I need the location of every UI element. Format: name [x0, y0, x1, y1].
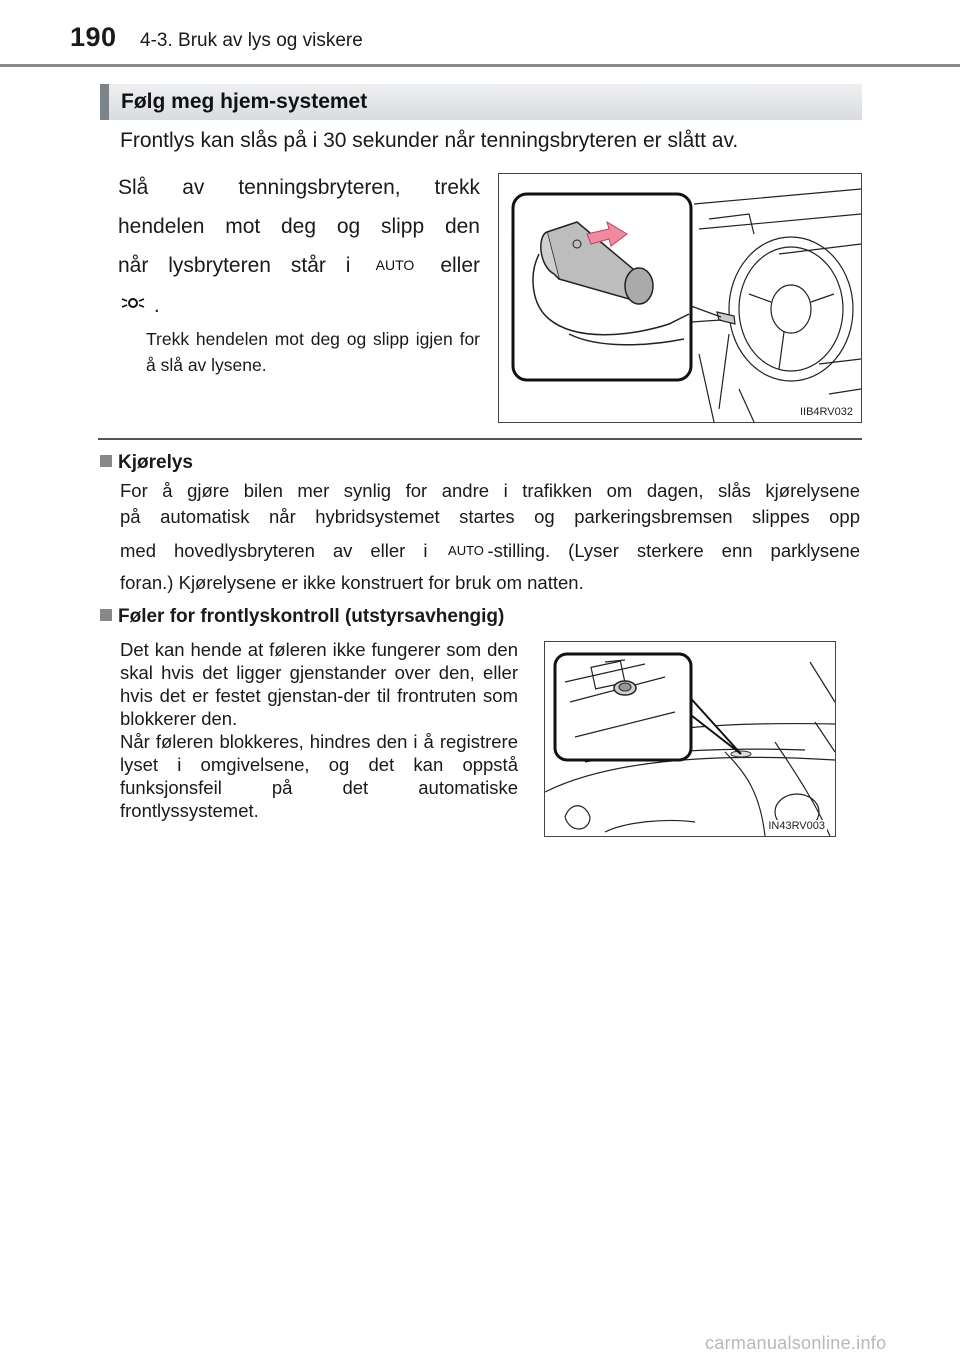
bullet-square-icon — [100, 609, 112, 621]
daytime-lights-heading: Kjørelys — [100, 452, 193, 474]
daytime-line-4: foran.) Kjørelysene er ikke konstruert for bruk om natten. — [120, 572, 584, 593]
sensor-text — [120, 638, 518, 822]
step-sub-note: Trekk hendelen mot deg og slipp igjen for å slå av lysene. — [146, 329, 480, 375]
daytime-line-2: på automatisk når hybridsystemet startes og parkeringsbremsen slippes opp — [120, 506, 860, 527]
svg-text:AUTO: AUTO — [448, 543, 485, 559]
section-title: Følg meg hjem-systemet — [121, 90, 368, 113]
sensor-heading: Føler for frontlyskontroll (utstyrsavhengig) — [100, 606, 504, 628]
bullet-square-icon — [100, 455, 112, 467]
figure-code-1: IIB4RV032 — [799, 406, 853, 418]
auto-icon — [445, 541, 487, 563]
step-line-1: Slå av tenningsbryteren, trekk — [118, 176, 480, 199]
intro-text: Frontlys kan slås på i 30 sekunder når tenningsbryteren er slått av. — [120, 129, 739, 152]
svg-text:AUTO: AUTO — [376, 256, 415, 273]
parking-light-icon — [118, 287, 148, 326]
section-title-bar — [100, 84, 862, 120]
watermark: carmanualsonline.info — [705, 1333, 887, 1353]
header-rule — [0, 64, 960, 67]
daytime-line-3: med hovedlysbryteren av eller i AUTO -stilling. (Lyser sterkere enn parklysene — [120, 540, 860, 563]
step-line-3: når lysbryteren står i AUTO eller — [118, 246, 480, 286]
step-instruction — [118, 168, 480, 326]
step-line-2: hendelen mot deg og slipp den — [118, 215, 480, 238]
step-line-4: . — [118, 286, 480, 326]
page-number: 190 — [70, 22, 117, 52]
sensor-illustration — [544, 641, 836, 837]
auto-icon — [370, 247, 420, 286]
figure-code-2: IN43RV003 — [768, 820, 825, 832]
sensor-paragraph-2: Når føleren blokkeres, hindres den i å registrere lyset i omgivelsene, og det kan oppstå funksjonsfeil på det automatiske frontlyssystemet. — [120, 731, 518, 821]
daytime-line-1: For å gjøre bilen mer synlig for andre i trafikken om dagen, slås kjørelysene — [120, 480, 860, 501]
chapter-title: 4-3. Bruk av lys og viskere — [140, 30, 363, 51]
section-divider — [98, 438, 862, 440]
light-switch-illustration — [498, 173, 862, 423]
sensor-paragraph-1: Det kan hende at føleren ikke fungerer som den skal hvis det ligger gjenstander over den, eller hvis det er festet gjenstan-der til frontruten som blokkerer den. — [120, 639, 518, 729]
